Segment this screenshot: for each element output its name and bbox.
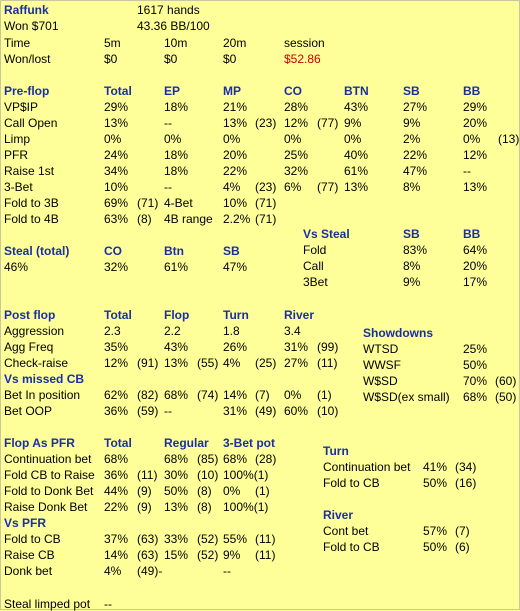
postflop-cell: 2.3 — [104, 324, 121, 338]
preflop-row-label: PFR — [4, 148, 28, 162]
flop-as-pfr-title: Flop As PFR — [4, 436, 75, 450]
vs-steal-cell: 20% — [463, 259, 488, 273]
wonlost-value: $0 — [164, 52, 178, 66]
steal-title: Steal (total) — [4, 244, 70, 258]
preflop-cell: 4% — [223, 180, 241, 194]
preflop-cell: 34% — [104, 164, 129, 178]
river-value: 57% — [423, 524, 448, 538]
vs-steal-cell: 17% — [463, 275, 488, 289]
postflop-cell: (55) — [197, 356, 219, 370]
postflop-cell: 43% — [164, 340, 189, 354]
preflop-cell: 9% — [344, 116, 362, 130]
preflop-cell: 0% — [463, 132, 481, 146]
preflop-cell: 20% — [223, 148, 248, 162]
flop-pfr-cell: 68% — [164, 452, 189, 466]
preflop-cell: 24% — [104, 148, 129, 162]
missed-cb-cell: (1) — [317, 388, 332, 402]
preflop-cell: 20% — [463, 116, 488, 130]
flop-pfr-cell: 36% — [104, 468, 129, 482]
period-label: 10m — [164, 36, 188, 50]
missed-cb-cell: 0% — [284, 388, 302, 402]
flop-pfr-cell: 13% — [164, 500, 189, 514]
missed-cb-cell: (7) — [255, 388, 270, 402]
steal-value: 32% — [104, 260, 129, 274]
preflop-cell: 0% — [284, 132, 302, 146]
vs-steal-cell: 9% — [403, 275, 421, 289]
steal-total-value: 46% — [4, 260, 29, 274]
steal-col-header: Btn — [164, 244, 184, 258]
preflop-cell: 25% — [284, 148, 309, 162]
vs-pfr-cell: 37% — [104, 532, 129, 546]
preflop-cell: 9% — [403, 116, 421, 130]
postflop-cell: 12% — [104, 356, 129, 370]
showdown-row-label: WTSD — [363, 342, 399, 356]
postflop-cell: 13% — [164, 356, 189, 370]
vs-pfr-cell: 4% — [104, 564, 122, 578]
flop-pfr-cell: 68% — [104, 452, 129, 466]
vs-pfr-cell: 9% — [223, 548, 241, 562]
steal-limped-pot-value: -- — [104, 597, 112, 611]
preflop-cell: 32% — [284, 164, 309, 178]
missed-cb-cell: -- — [164, 404, 172, 418]
missed-cb-row-label: Bet OOP — [4, 404, 53, 418]
river-row-label: Cont bet — [323, 524, 369, 538]
postflop-col-header: Total — [104, 308, 132, 322]
fold-to-4bet-value: 63% — [104, 212, 129, 226]
steal-value: 61% — [164, 260, 189, 274]
showdowns-title: Showdowns — [363, 326, 433, 340]
river-title: River — [323, 508, 354, 522]
flop-pfr-cell: 30% — [164, 468, 189, 482]
flop-pfr-cell: 100%(1) — [223, 468, 269, 482]
postflop-col-header: Turn — [223, 308, 249, 322]
steal-col-header: SB — [223, 244, 240, 258]
sample-size: (77) — [317, 180, 339, 194]
vs-pfr-cell: -- — [223, 564, 231, 578]
vs-pfr-cell: (11) — [255, 532, 276, 546]
postflop-row-label: Check-raise — [4, 356, 69, 370]
turn-value: 41% — [423, 460, 448, 474]
flop-pfr-cell: (8) — [197, 500, 212, 514]
preflop-cell: 2% — [403, 132, 421, 146]
postflop-col-header: Flop — [164, 308, 190, 322]
preflop-cell: 43% — [344, 100, 369, 114]
preflop-cell: 0% — [223, 132, 241, 146]
showdown-value: 70% — [463, 374, 488, 388]
missed-cb-cell: (59) — [137, 404, 159, 418]
preflop-col-header: Total — [104, 84, 132, 98]
postflop-cell: (11) — [317, 356, 338, 370]
vs-pfr-cell: (52) — [197, 532, 219, 546]
postflop-title: Post flop — [4, 308, 56, 322]
preflop-cell: 47% — [403, 164, 428, 178]
turn-row-label: Continuation bet — [323, 460, 411, 474]
missed-cb-cell: 14% — [223, 388, 248, 402]
sample-size: (7) — [455, 524, 470, 538]
flop-pfr-cell: 50% — [164, 484, 189, 498]
flop-pfr-cell: 68% — [223, 452, 248, 466]
preflop-cell: -- — [164, 180, 172, 194]
preflop-cell: 40% — [344, 148, 369, 162]
vs-pfr-cell: 33% — [164, 532, 189, 546]
missed-cb-cell: (82) — [137, 388, 159, 402]
sample-size: (8) — [137, 212, 152, 226]
preflop-cell: 12% — [284, 116, 309, 130]
preflop-cell: 22% — [403, 148, 428, 162]
preflop-cell: 18% — [164, 164, 189, 178]
postflop-cell: 27% — [284, 356, 309, 370]
sample-size: (60) — [495, 374, 517, 388]
preflop-title: Pre-flop — [4, 84, 50, 98]
fold-to-3bet-value: 69% — [104, 196, 129, 210]
sample-size: (16) — [455, 476, 477, 490]
flop-pfr-cell: (9) — [137, 500, 152, 514]
vs-missed-cb-title: Vs missed CB — [4, 372, 85, 386]
postflop-cell: 26% — [223, 340, 248, 354]
preflop-cell: 0% — [344, 132, 362, 146]
preflop-cell: 29% — [463, 100, 488, 114]
preflop-cell: 0% — [104, 132, 122, 146]
four-bet-value: 10% — [223, 196, 248, 210]
vs-pfr-cell: (63) — [137, 548, 159, 562]
steal-value: 47% — [223, 260, 248, 274]
preflop-cell: 21% — [223, 100, 248, 114]
preflop-col-header: BB — [463, 84, 481, 98]
missed-cb-cell: 31% — [223, 404, 248, 418]
preflop-row-label: 3-Bet — [4, 180, 33, 194]
flop-pfr-cell: 100%(1) — [223, 500, 269, 514]
turn-row-label: Fold to CB — [323, 476, 380, 490]
sample-size: (77) — [317, 116, 339, 130]
preflop-col-header: CO — [284, 84, 302, 98]
postflop-cell: 4% — [223, 356, 241, 370]
flop-pfr-cell: (10) — [197, 468, 219, 482]
preflop-cell: 18% — [164, 100, 189, 114]
vs-pfr-cell: 15% — [164, 548, 189, 562]
showdown-row-label: W$SD(ex small) — [363, 390, 450, 404]
flop-pfr-cell: 44% — [104, 484, 129, 498]
postflop-cell: 1.8 — [223, 324, 240, 338]
flop-pfr-col-header: 3-Bet pot — [223, 436, 275, 450]
showdown-value: 68% — [463, 390, 488, 404]
preflop-cell: 28% — [284, 100, 309, 114]
missed-cb-cell: (10) — [317, 404, 339, 418]
player-name: Raffunk — [4, 3, 49, 17]
missed-cb-row-label: Bet In position — [4, 388, 81, 402]
sample-size: (50) — [495, 390, 517, 404]
postflop-row-label: Agg Freq — [4, 340, 54, 354]
fold-to-3bet-label: Fold to 3B — [4, 196, 59, 210]
period-label: 20m — [223, 36, 247, 50]
preflop-cell: 6% — [284, 180, 302, 194]
four-bet-range-value: 2.2% — [223, 212, 251, 226]
river-row-label: Fold to CB — [323, 540, 380, 554]
flop-pfr-col-header: Total — [104, 436, 132, 450]
wonlost-value: $0 — [104, 52, 118, 66]
vs-pfr-row-label: Raise CB — [4, 548, 55, 562]
flop-pfr-row-label: Fold CB to Raise — [4, 468, 95, 482]
postflop-cell: (91) — [137, 356, 159, 370]
flop-pfr-cell: 22% — [104, 500, 129, 514]
period-label: 5m — [104, 36, 121, 50]
vs-steal-row-label: 3Bet — [303, 275, 328, 289]
preflop-cell: 29% — [104, 100, 129, 114]
vs-pfr-cell: 14% — [104, 548, 129, 562]
preflop-row-label: Call Open — [4, 116, 58, 130]
vs-steal-col-header: SB — [403, 227, 420, 241]
fold-to-4bet-label: Fold to 4B — [4, 212, 59, 226]
sample-size: (13) — [498, 132, 520, 146]
preflop-cell: 12% — [463, 148, 488, 162]
sample-size: (23) — [255, 116, 277, 130]
wonlost-label: Won/lost — [4, 52, 51, 66]
postflop-cell: 31% — [284, 340, 309, 354]
preflop-cell: 10% — [104, 180, 129, 194]
flop-pfr-cell: (11) — [137, 468, 158, 482]
postflop-cell: (25) — [255, 356, 277, 370]
time-label: Time — [4, 36, 31, 50]
missed-cb-cell: (49) — [255, 404, 277, 418]
flop-pfr-cell: (28) — [255, 452, 277, 466]
preflop-cell: -- — [164, 116, 172, 130]
preflop-col-header: MP — [223, 84, 241, 98]
vs-pfr-row-label: Donk bet — [4, 564, 53, 578]
vs-pfr-cell: (52) — [197, 548, 219, 562]
preflop-cell: 13% — [344, 180, 369, 194]
showdown-row-label: WWSF — [363, 358, 401, 372]
vs-pfr-cell: (11) — [255, 548, 276, 562]
postflop-col-header: River — [284, 308, 315, 322]
sample-size: (6) — [455, 540, 470, 554]
steal-col-header: CO — [104, 244, 122, 258]
turn-title: Turn — [323, 444, 349, 458]
missed-cb-cell: 36% — [104, 404, 129, 418]
flop-pfr-row-label: Continuation bet — [4, 452, 92, 466]
sample-size: (71) — [255, 212, 277, 226]
showdown-value: 25% — [463, 342, 488, 356]
four-bet-range-label: 4B range — [164, 212, 213, 226]
vs-steal-col-header: BB — [463, 227, 481, 241]
preflop-col-header: SB — [403, 84, 420, 98]
preflop-row-label: VP$IP — [4, 100, 39, 114]
flop-pfr-cell: 0% — [223, 484, 241, 498]
preflop-cell: -- — [463, 164, 471, 178]
preflop-cell: 27% — [403, 100, 428, 114]
vs-pfr-row-label: Fold to CB — [4, 532, 61, 546]
preflop-col-header: BTN — [344, 84, 369, 98]
wonlost-value: $0 — [223, 52, 237, 66]
sample-size: (71) — [137, 196, 159, 210]
period-label: session — [284, 36, 325, 50]
flop-pfr-cell: (8) — [197, 484, 212, 498]
won-amount: Won $701 — [4, 19, 59, 33]
postflop-cell: 2.2 — [164, 324, 181, 338]
vs-pfr-cell: 55% — [223, 532, 248, 546]
missed-cb-cell: 60% — [284, 404, 309, 418]
vs-pfr-cell: (49)- — [137, 564, 163, 578]
preflop-row-label: Raise 1st — [4, 164, 55, 178]
missed-cb-cell: (74) — [197, 388, 219, 402]
flop-pfr-row-label: Raise Donk Bet — [4, 500, 88, 514]
postflop-cell: (99) — [317, 340, 339, 354]
preflop-row-label: Limp — [4, 132, 31, 146]
flop-pfr-cell: (85) — [197, 452, 219, 466]
vs-steal-row-label: Fold — [303, 243, 327, 257]
preflop-cell: 0% — [164, 132, 182, 146]
preflop-cell: 18% — [164, 148, 189, 162]
showdown-row-label: W$SD — [363, 374, 398, 388]
vs-steal-cell: 83% — [403, 243, 428, 257]
sample-size: (71) — [255, 196, 277, 210]
flop-pfr-cell: (1) — [255, 484, 270, 498]
postflop-cell: 3.4 — [284, 324, 301, 338]
preflop-cell: 13% — [463, 180, 488, 194]
flop-pfr-row-label: Fold to Donk Bet — [4, 484, 94, 498]
hands-count: 1617 hands — [137, 3, 200, 17]
postflop-row-label: Aggression — [4, 324, 65, 338]
vs-steal-cell: 8% — [403, 259, 421, 273]
preflop-cell: 61% — [344, 164, 369, 178]
vs-steal-cell: 64% — [463, 243, 488, 257]
flop-pfr-col-header: Regular — [164, 436, 209, 450]
wonlost-value: $52.86 — [284, 52, 321, 66]
missed-cb-cell: 62% — [104, 388, 129, 402]
missed-cb-cell: 68% — [164, 388, 189, 402]
bb-per-100: 43.36 BB/100 — [137, 19, 210, 33]
preflop-cell: 8% — [403, 180, 421, 194]
vs-steal-title: Vs Steal — [303, 227, 350, 241]
turn-value: 50% — [423, 476, 448, 490]
showdown-value: 50% — [463, 358, 488, 372]
postflop-cell: 35% — [104, 340, 129, 354]
river-value: 50% — [423, 540, 448, 554]
vs-pfr-cell: (63) — [137, 532, 159, 546]
preflop-col-header: EP — [164, 84, 181, 98]
steal-limped-pot-label: Steal limped pot — [4, 597, 91, 611]
preflop-cell: 22% — [223, 164, 248, 178]
preflop-cell: 13% — [223, 116, 248, 130]
four-bet-label: 4-Bet — [164, 196, 193, 210]
sample-size: (23) — [255, 180, 277, 194]
vs-steal-row-label: Call — [303, 259, 324, 273]
vs-pfr-title: Vs PFR — [4, 516, 47, 530]
flop-pfr-cell: (9) — [137, 484, 152, 498]
preflop-cell: 13% — [104, 116, 129, 130]
sample-size: (34) — [455, 460, 477, 474]
